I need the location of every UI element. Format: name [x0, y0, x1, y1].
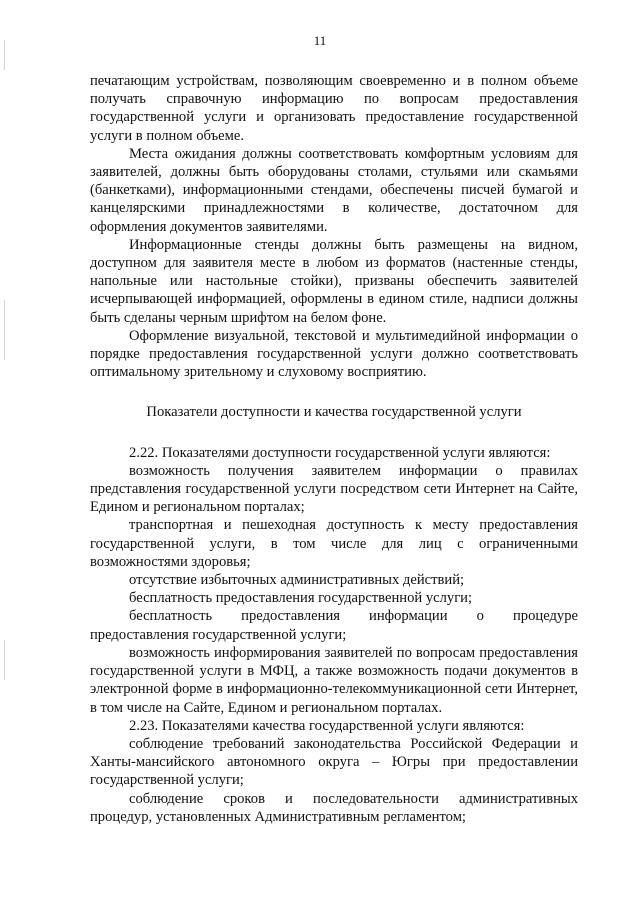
paragraph-2-22: 2.22. Показателями доступности государственной услуги являются:: [129, 444, 551, 461]
list-item-deadlines: соблюдение сроков и последовательности административных процедур, установленных Административным регламентом;: [90, 790, 578, 825]
scan-edge-mark: [4, 300, 5, 360]
section-heading: Показатели доступности и качества государственной услуги: [146, 404, 522, 421]
list-item-no-excess-actions: отсутствие избыточных административных действий;: [129, 572, 465, 589]
paragraph-2-23: 2.23. Показателями качества государственной услуги являются:: [129, 717, 525, 734]
paragraph-info-stands: Информационные стенды должны быть размещены на видном, доступном для заявителя месте в любом из форматов (настенные стенды, напольные или настольные стойки), призваны обеспечить заявителей исчерпывающей информацией, оформлены в едином стиле, надписи должны быть сделаны черным шрифтом на белом фоне.: [90, 236, 578, 326]
paragraph-waiting-areas: Места ожидания должны соответствовать комфортным условиям для заявителей, должны быть оборудованы столами, стульями или скамьями (банкетками), информационными стендами, обеспечены писчей бумагой и канцелярскими принадлежностями в количестве, достаточном для оформления документов заявителями.: [90, 145, 578, 235]
scan-edge-mark: [4, 640, 5, 680]
page-number: 11: [313, 33, 327, 48]
document-body: [90, 72, 578, 826]
list-item-transport-access: транспортная и пешеходная доступность к месту предоставления государственной услуги, в том числе для лиц с ограниченными возможностями здоровья;: [90, 517, 578, 570]
list-item-free-service: бесплатность предоставления государственной услуги;: [129, 590, 473, 607]
list-item-mfc-info: возможность информирования заявителей по вопросам предоставления государственной услуги в МФЦ, а также возможность подачи документов в электронной форме в информационно-телекоммуникационной сети Интернет, в том числе на Сайте, Едином и региональном порталах.: [90, 644, 578, 716]
paragraph-continuation: печатающим устройствам, позволяющим своевременно и в полном объеме получать справочную информацию по вопросам предоставления государственной услуги и организовать предоставление государственной услуги в полном объеме.: [90, 73, 578, 144]
list-item-free-info: бесплатность предоставления информации о процедуре предоставления государственной услуги;: [90, 608, 578, 643]
list-item-legislation: соблюдение требований законодательства Российской Федерации и Ханты-мансийского автономного округа – Югры при предоставлении государственной услуги;: [90, 735, 578, 789]
list-item-internet-info: возможность получения заявителем информации о правилах представления государственной услуги посредством сети Интернет на Сайте, Едином и региональном порталах;: [90, 462, 578, 516]
paragraph-info-design: Оформление визуальной, текстовой и мультимедийной информации о порядке предоставления государственной услуги должно соответствовать оптимальному зрительному и слуховому восприятию.: [90, 327, 578, 381]
